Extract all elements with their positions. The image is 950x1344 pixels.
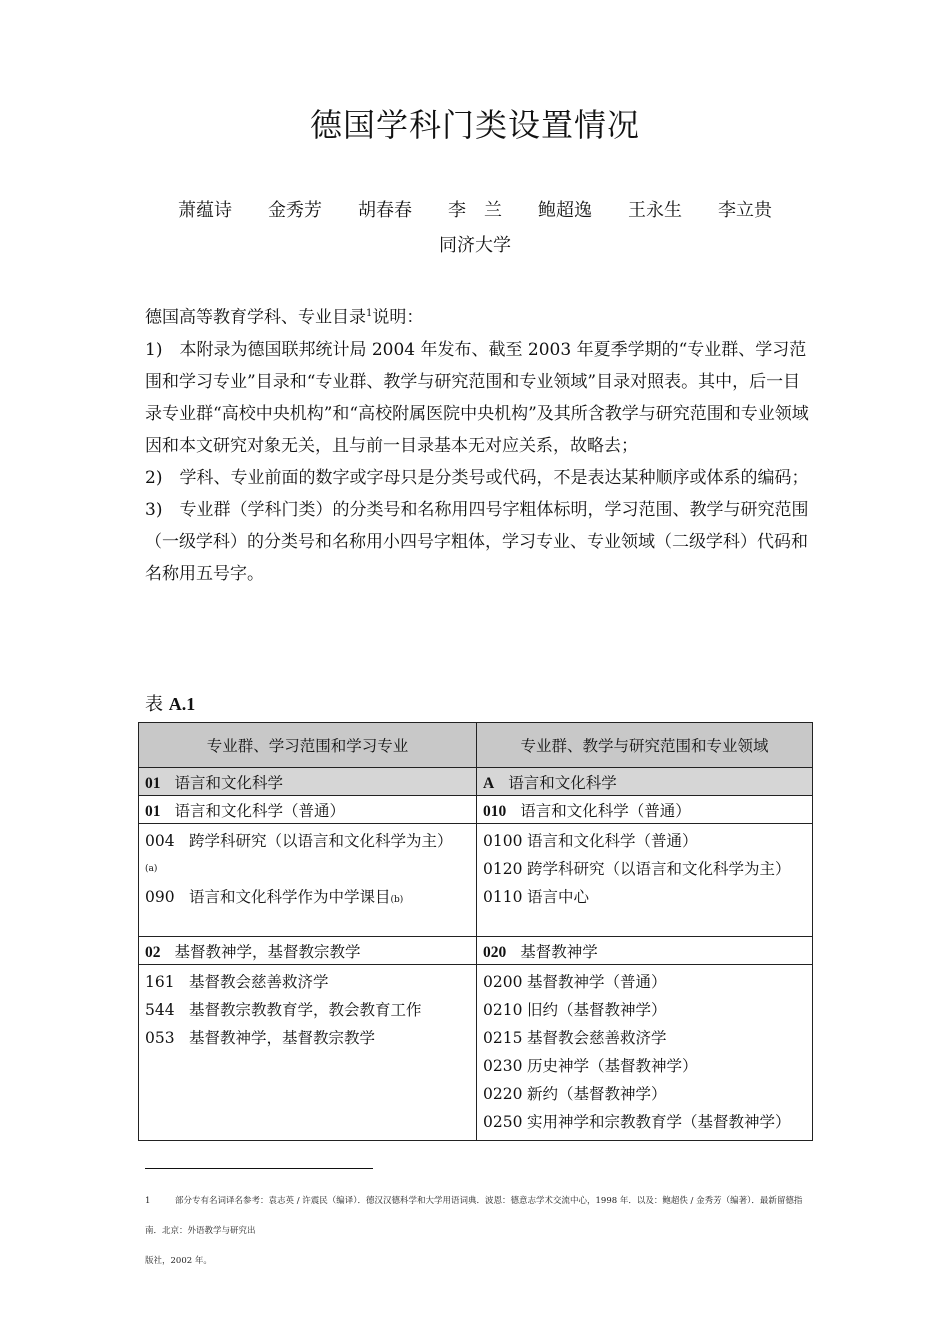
items-cell-right xyxy=(477,965,813,1141)
table-subgroup-row xyxy=(139,796,813,824)
author: 李立贵 xyxy=(718,200,772,221)
explanatory-notes xyxy=(145,298,813,590)
footnote-divider xyxy=(145,1168,373,1169)
table-group-row xyxy=(139,937,813,965)
footnote-line: 1 部分专有名词译名参考：袁志英 / 许震民（编译）．德汉汉德科学和大学用语词典．波恩：德意志学术交流中心，1998 年．以及：鲍超佚 / 金秀芳（编著）．最新留德指南．北京：外语教学与研究出 xyxy=(145,1186,813,1246)
footnote-reference[interactable]: 1 xyxy=(366,308,373,319)
note-item-2: 2) 学科、专业前面的数字或字母只是分类号或代码，不是表达某种顺序或体系的编码； xyxy=(145,467,809,488)
list-item: 0215 基督教会慈善救济学 xyxy=(483,1029,667,1047)
note-marker: (b) xyxy=(390,895,404,905)
items-cell-left xyxy=(139,965,477,1141)
list-item: 0100 语言和文化科学（普通） xyxy=(483,832,698,850)
list-item: 0210 旧约（基督教神学） xyxy=(483,1001,667,1019)
subgroup-cell-left: 01 语言和文化科学（普通） xyxy=(139,796,477,824)
list-item: 161 基督教会慈善救济学 xyxy=(145,973,329,991)
author: 萧蕴诗 xyxy=(178,200,232,221)
list-item: 0230 历史神学（基督教神学） xyxy=(483,1057,698,1075)
table-header-left: 专业群、学习范围和学习专业 xyxy=(139,723,477,768)
items-cell-right xyxy=(477,824,813,937)
list-item: 0200 基督教神学（普通） xyxy=(483,973,667,991)
affiliation: 同济大学 xyxy=(439,235,511,256)
group-cell-right: 020 基督教神学 xyxy=(477,937,813,965)
author-list xyxy=(0,196,950,222)
items-cell-left xyxy=(139,824,477,937)
footnote-mark: 1 xyxy=(145,1196,151,1206)
table-header-right: 专业群、教学与研究范围和专业领域 xyxy=(477,723,813,768)
document-title: 德国学科门类设置情况 xyxy=(309,106,640,144)
list-item: 0120 跨学科研究（以语言和文化科学为主） xyxy=(483,860,791,878)
list-item: 004 跨学科研究（以语言和文化科学为主） xyxy=(145,832,453,850)
note-item-1: 1) 本附录为德国联邦统计局 2004 年发布、截至 2003 年夏季学期的“专业群、学习范围和学习专业”目录和“专业群、教学与研究范围和专业领域”目录对照表。其中，后一目录专业群“高校中央机构”和“高校附属医院中央机构”及其所含教学与研究范围和专业领域因和本文研究对象无关，且与前一目录基本无对应关系，故略去； xyxy=(145,339,809,456)
note-marker: (a) xyxy=(145,864,158,874)
table-caption: 表 A.1 xyxy=(145,694,196,715)
list-item: 544 基督教宗教教育学，教会教育工作 xyxy=(145,1001,422,1019)
list-item: 0250 实用神学和宗教教育学（基督教神学） xyxy=(483,1113,791,1131)
table-group-row xyxy=(139,768,813,796)
footnote-line: 版社，2002 年。 xyxy=(145,1256,212,1266)
discipline-table xyxy=(138,722,813,1141)
table-header-row xyxy=(139,723,813,768)
footnote xyxy=(145,1186,813,1276)
list-item: 0220 新约（基督教神学） xyxy=(483,1085,667,1103)
subgroup-cell-right: 010 语言和文化科学（普通） xyxy=(477,796,813,824)
author: 王永生 xyxy=(628,200,682,221)
notes-intro: 德国高等教育学科、专业目录$^1$说明： xyxy=(145,307,424,328)
list-item: 090 语言和文化科学作为中学课目(b) xyxy=(145,888,404,906)
author: 鲍超逸 xyxy=(538,200,592,221)
group-cell-right: A 语言和文化科学 xyxy=(477,768,813,796)
group-cell-left: 02 基督教神学，基督教宗教学 xyxy=(139,937,477,965)
note-item-3: 3) 专业群（学科门类）的分类号和名称用四号字粗体标明，学习范围、教学与研究范围（一级学科）的分类号和名称用小四号字粗体，学习专业、专业领域（二级学科）代码和名称用五号字。 xyxy=(145,499,809,584)
group-cell-left: 01 语言和文化科学 xyxy=(139,768,477,796)
author: 胡春春 xyxy=(358,200,412,221)
author: 李 兰 xyxy=(448,200,502,221)
list-item: 0110 语言中心 xyxy=(483,888,590,906)
table-row xyxy=(139,824,813,937)
author: 金秀芳 xyxy=(268,200,322,221)
table-row xyxy=(139,965,813,1141)
list-item: 053 基督教神学，基督教宗教学 xyxy=(145,1029,376,1047)
